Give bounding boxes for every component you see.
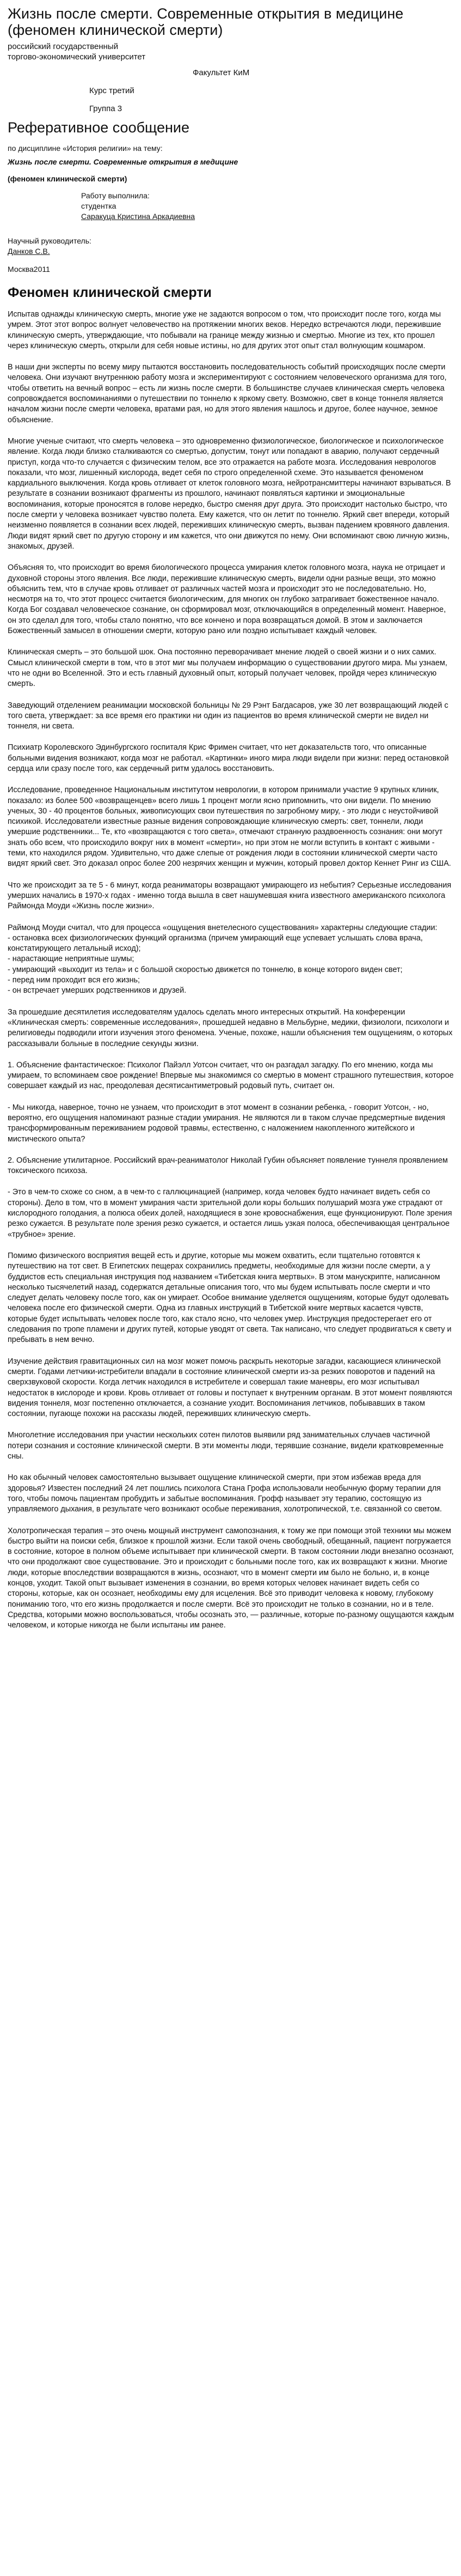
paragraph: Испытав однажды клиническую смерть, многие уже не задаются вопросом о том, что происходит после того, когда мы умрем. Этот этот вопрос волнует человечество на протяжении многих веков. Нередко встречаются люди, пережившие клиническую смерть, утверждающие, что побывали на границе между жизнью и смертью. Многие из тех, кто прошел через клиническую смерть, открыли для себя новые истины, но для других этот опыт стал волнующим кошмаром.	[8, 310, 441, 350]
document-page	[8, 5, 454, 1642]
paragraph: В наши дни эксперты по всему миру пытаются восстановить последовательность событий происходящих после смерти человека. Они изучают внутреннюю работу мозга и экспериментируют с состоянием человеческого организма для того, чтобы ответить на вечный вопрос – есть ли жизнь после смерти. В большинстве случаев клиническая смерть человека сопровождается воспоминаниями о путешествии по тоннелю к яркому свету. Возможно, свет в конце тоннеля является началом жизни после смерти человека, вратами рая, но для этого явления нашлось и другое, более научное, земное объяснение.	[8, 363, 447, 424]
work-done-label: Работу выполнила:	[81, 191, 150, 200]
paragraph: Что же происходит за те 5 - 6 минут, когда реаниматоры возвращают умирающего из небытия? Серьезные исследования умерших начались в 1970-х годах - именно тогда вышла в свет нашумевшая книга известного американского психолога Раймонда Моуди «Жизнь после жизни».	[8, 880, 452, 911]
paragraph: 1. Объяснение фантастическое: Психолог Пайэлл Уотсон считает, что он разгадал загадку. По его мнению, когда мы умираем, то вспоминаем свое рождение! Впервые мы знакомимся со смертью в момент страшного путешествия, которое совершает каждый из нас, преодолевая десятисантиметровый родовый путь, считает он.	[8, 1060, 454, 1091]
paragraph: - Это в чем-то схоже со сном, а в чем-то с галлюцинацией (например, когда человек будто начинает видеть себя со стороны). Дело в том, что в момент умирания части зрительной доли коры больших полушарий мозга уже страдают от кислородного голодания, а полюса обеих долей, находящиеся в зоне кровоснабжения, еще функционируют. Поле зрения резко сужается. В результате поле зрения резко сужается, и остается лишь узкая полоса, обеспечивающая центральное «трубное» зрение.	[8, 1188, 452, 1239]
paragraph: Но как обычный человек самостоятельно вызывает ощущение клинической смерти, при этом избежав вреда для здоровья? Известен последний 24 лет пошлись психолога Стана Грофа использовали необычную форму терапии для того, чтобы помочь пациентам пробудить и забытые воспоминания. Грофф называет эту терапию, состоящую из управляемого дыхания, в результате чего возникают особые переживания, холотропической, т.е. связанной со светом.	[8, 1473, 442, 1514]
topic-line2: (феномен клинической смерти)	[8, 174, 127, 183]
course-label: Курс третий	[89, 86, 134, 95]
city-year: Москва2011	[8, 265, 50, 274]
document-title-line2: (феномен клинической смерти)	[8, 22, 223, 38]
paragraph: Объясняя то, что происходит во время биологического процесса умирания клеток головного мозга, наука не отрицает и духовной стороны этого явления. Все люди, пережившие клиническую смерть, видели одни разные вещи, это можно объяснить тем, что в случае кровь отливает от различных частей мозга и происходит это не последовательно. Но, несмотря на то, что этот процесс считается биологическим, для многих он глубоко затрагивает божественное начало. Когда Бог создавал человеческое сознание, он сформировал мозг, отключающийся в определенный момент. Наверное, он это сделал для того, чтобы стало понятно, что все кончено и пора возвращаться домой. В этом и заключается Божественный замысел в отношении смерти, которую рано или поздно испытывает каждый человек.	[8, 563, 446, 636]
topic-line1: Жизнь после смерти. Современные открытия в медицине	[8, 157, 238, 166]
university-line2: торгово-экономический университет	[8, 52, 146, 62]
paragraph: Исследование, проведенное Национальным институтом неврологии, в котором принимали участие 9 крупных клиник, показало: из более 500 «возвращенцев» всего лишь 1 процент могли ясно припомнить, что они видели. По мнению ученых, 30 - 40 процентов больных, живописующих свои путешествия по загробному миру, - это люди с неустойчивой психикой. Исследователи известные разные видения сопровождающие клиническую смерть: свет, тоннели, люди умершие родственники... Те, кто «возвращаются с того света», отмечают странную раздвоенность сознания: они могут знать обо всем, что происходило вокруг них в момент «смерти», но при этом не могли вступить в контакт с живыми - теми, кто находился рядом. Удивительно, что даже слепые от рождения люди в состоянии клинической смерти часто видят яркий свет. Это доказал опрос более 200 незрячих женщин и мужчин, который провел доктор Кеннет Ринг из США.	[8, 786, 451, 868]
paragraph: 2. Объяснение утилитарное. Российский врач-реаниматолог Николай Губин объясняет появление туннеля проявлением токсического психоза.	[8, 1156, 448, 1176]
paragraph: Изучение действия гравитационных сил на мозг может помочь раскрыть некоторые загадки, касающиеся клинической смерти. Годами летчики-истребители впадали в состояние клинической смерти из-за резких поворотов и падений на сверхзвуковой скорости. Когда летчик находился в истребителе и совершал такие маневры, его мозг испытывал недостаток в кислороде и крови. Кровь отливает от головы и поступает к внутренним органам. В этот момент появляются видения тоннеля, мозг постепенно отключается, а сознание уходит. Воспоминания летчиков, побывавших в таком состоянии, пугающе похожи на рассказы людей, переживших клиническую смерть.	[8, 1357, 452, 1419]
paragraph: За прошедшие десятилетия исследователям удалось сделать много интересных открытий. На конференции «Клиническая смерть: современные исследования», прошедшей недавно в Мельбурне, медики, физиологи, психологи и религиоведы подводили итоги изучения этого феномена. Ученые, похоже, нашли объяснения тем ощущениям, о которых рассказывали больные в последние секунды жизни.	[8, 1007, 453, 1048]
university-line1: российский государственный	[8, 42, 119, 51]
paragraph: Многолетние исследования при участии нескольких сотен пилотов выявили ряд занимательных случаев частичной потери сознания и состояние клинической смерти. В эти моменты люди, терявшие сознание, видели кратковременные сны.	[8, 1431, 444, 1461]
paragraph: Раймонд Моуди считал, что для процесса «ощущения внетелесного существования» характерны следующие стадии: - остановка всех физиологических функций организма (причем умирающий еще успевает услышать слова врача, констатирующего летальный исход); - нарастающие неприятные шумы; - умирающий «выходит из тела» и с большой скоростью движется по тоннелю, в конце которого виден свет; - перед ним проходит вся его жизнь; - он встречает умерших родственников и друзей.	[8, 923, 438, 995]
paragraph: Многие ученые считают, что смерть человека – это одновременно физиологическое, биологическое и психологическое явление. Когда люди близко сталкиваются со смертью, допустим, тонут или попадают в аварию, получают сердечный приступ, когда что-то случается с физическим телом, все это отражается на работе мозга. Исследования неврологов показали, что мозг, лишенный кислорода, ведет себя по строго определенной схеме. Это называется феноменом кардиального выключения. Когда кровь отливает от клеток головного мозга, нейротрансмиттеры начинают взрываться. В результате в сознании возникают фрагменты из прошлого, начинают появляться картинки и эмоциональные воспоминания, которые проносятся в голове нередко, быстро сменяя друг друга. Это происходит настолько быстро, что после смерти у человека возникает чувство полета. Ему кажется, что он летит по тоннелю. Яркий свет впереди, который неизменно появляется в сознании всех людей, переживших клиническую смерть, вызван падением кровяного давления. Люди видят яркий свет по другую сторону и им кажется, что они движутся по нему. Они вспоминают свою личную жизнь, знакомых, друзей.	[8, 436, 451, 551]
paragraph: Заведующий отделением реанимации московской больницы № 29 Рэнт Багдасаров, уже 30 лет возвращающий людей с того света, утверждает: за все время его практики ни один из пациентов во время клинической смерти не видел ни тоннеля, ни света.	[8, 701, 448, 731]
student-name: Саракуца Кристина Аркадиевна	[81, 212, 195, 221]
supervisor-name: Данков С.В.	[8, 247, 50, 256]
group-label: Группа 3	[89, 104, 122, 113]
body-text	[8, 309, 454, 1631]
paragraph: Помимо физического восприятия вещей есть и другие, которые мы можем охватить, если тщательно готовятся к путешествию на тот свет. В Египетских пещерах сохранились предметы, необходимые для жизни после смерти, а у буддистов есть специальная инструкция под названием «Тибетская книга мертвых». В этом манускрипте, написанном несколько тысячелетий назад, содержатся детальные описания того, что мы будем испытывать после смерти и что следует делать человеку после того, как он умирает. Особое внимание уделяется ощущениям, которые будут одолевать человека после его физической смерти. Одна из главных инструкций в Тибетской книге мертвых касается чувств, которые будет испытывать человек после того, как стало ясно, что человек умер. Инструкция предостерегает его от следования по тропе пламени и других путей, которые уводят от света. Так написано, что следует продвигаться к свету и пребывать в нем вечно.	[8, 1251, 452, 1345]
paragraph: Холотропическая терапия – это очень мощный инструмент самопознания, к тому же при помощи этой техники мы можем быстро выйти на поиски себя, близкое к прошлой жизни. Если такой очень свободный, обещанный, пациент погружается в состояние, которое в полном объеме испытывает при клинической смерти. В таком состоянии люди внезапно осознают, что они продолжают свое существование. Это и происходит с больными после того, как их возвращают к жизни. Многие люди, которые впоследствии возвращаются в жизнь, осознают, что в момент смерти им было не больно, и, в конце концов, уходит. Такой опыт вызывает изменения в сознании, во время которых человек начинает видеть себя со стороны, которые, как он осознает, необходимы ему для исцеления. Всё это приводит человека к новому, глубокому пониманию того, что его жизнь продолжается и после смерти. Всё это происходит не только в сознании, но и в теле. Средства, которыми можно воспользоваться, чтобы осознать это, — различные, которые по-разному ощущаются каждым человеком, и которые никогда не были испытаны им ранее.	[8, 1526, 454, 1630]
paragraph: Психиатр Королевского Эдинбургского госпиталя Крис Фримен считает, что нет доказательств того, что описанные больными видения возникают, когда мозг не работал. «Картинки» иного мира люди видели при жизни: перед остановкой сердца или сразу после того, как сердечный ритм удалось восстановить.	[8, 743, 449, 773]
discipline-line: по дисциплине «История религии» на тему:	[8, 144, 163, 153]
paragraph: - Мы никогда, наверное, точно не узнаем, что происходит в этот момент в сознании ребенка, - говорит Уотсон, - но, вероятно, его ощущения напоминают разные стадии умирания. Не являются ли в таком случае предсмертные видения трансформированным переживанием родовой травмы, естественно, с наложением накопленного житейского и мистического опыта?	[8, 1103, 445, 1144]
faculty-label: Факультет КиМ	[193, 68, 250, 77]
document-title-line1: Жизнь после смерти. Современные открытия в медицине	[8, 5, 404, 22]
supervisor-label: Научный руководитель:	[8, 236, 91, 245]
section-heading: Феномен клинической смерти	[8, 285, 212, 300]
student-label: студентка	[81, 202, 116, 210]
referat-heading: Реферативное сообщение	[8, 119, 189, 136]
paragraph: Клиническая смерть – это большой шок. Она постоянно переворачивает мнение людей о своей жизни и о них самих. Смысл клинической смерти в том, что в этот миг мы получаем информацию о существовании другого мира. Мы узнаем, что не одни во Вселенной. Это и есть главный духовный опыт, который получает человек, пройдя через клиническую смерть.	[8, 648, 447, 689]
